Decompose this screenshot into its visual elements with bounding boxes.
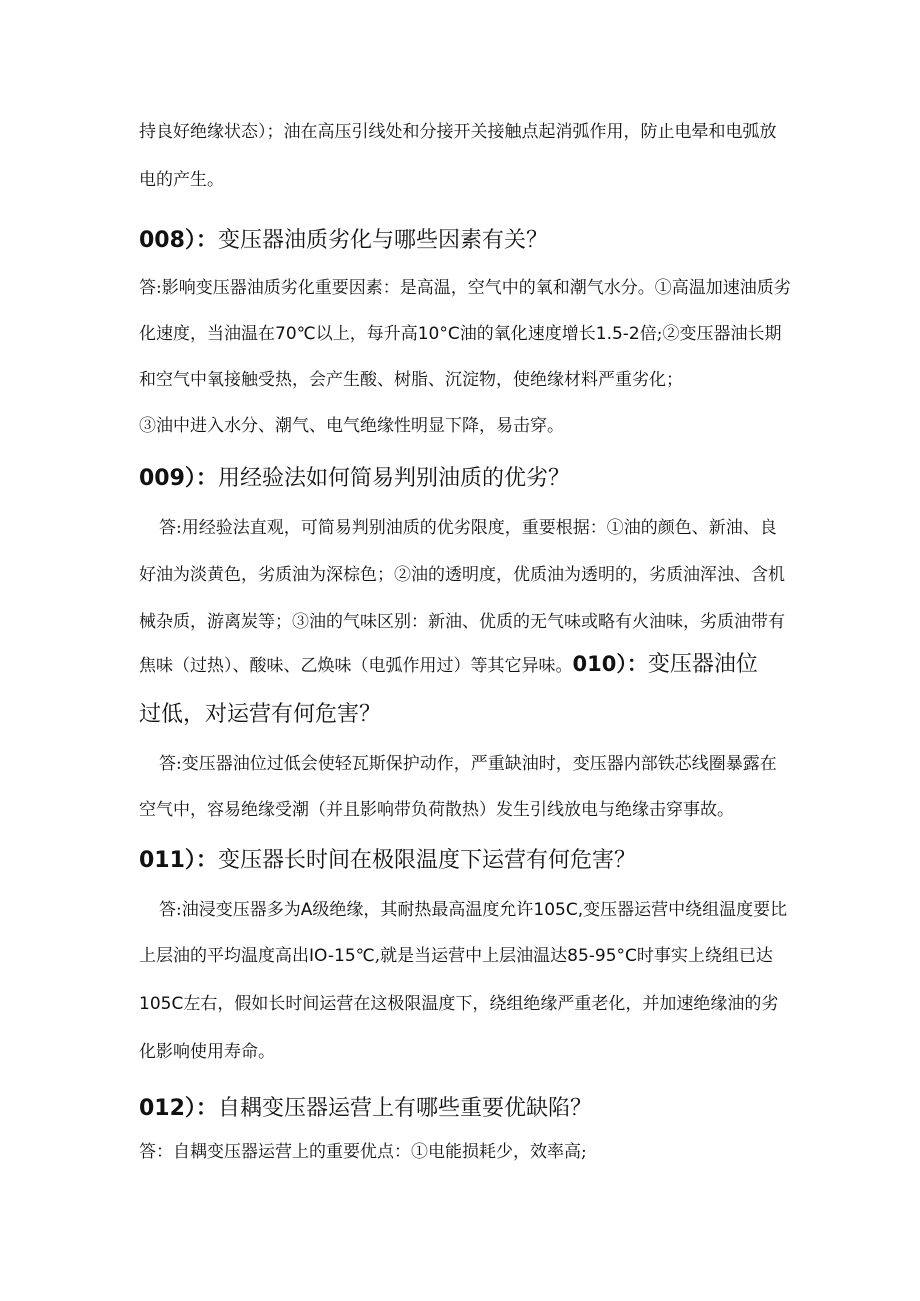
q008-title: 变压器油质劣化与哪些因素有关？	[217, 228, 548, 253]
q008-a2-text-2: 以上，每升高	[315, 324, 418, 344]
q008-a2-text-3: 油的氧化速度增长	[459, 324, 596, 344]
q012-number: 012）：	[139, 1096, 218, 1121]
q012-title: 自耦变压器运营上有哪些重要优缺陷？	[217, 1096, 592, 1121]
q011-title: 变压器长时间在极限温度下运营有何危害？	[217, 848, 636, 873]
q010-title-part-2: 过低，对运营有何危害？	[139, 702, 382, 727]
q011-a2-text-1: 上层油的平均温度高出	[139, 946, 309, 966]
q011-a2-text-3: 时事实上绕组已达	[636, 946, 773, 966]
q008-answer-line-3: 和空气中氧接触受热，会产生酸、树脂、沉淀物，使绝缘材料严重劣化；	[139, 370, 683, 390]
q011-answer-line-1	[159, 898, 787, 922]
q008-number: 008）：	[139, 228, 218, 253]
q012-heading	[139, 1094, 592, 1124]
q008-a2-value-1: 70℃	[275, 324, 316, 344]
q008-answer-line-1: 答:影响变压器油质劣化重要因素：是高温，空气中的氧和潮气水分。①高温加速油质劣	[139, 278, 791, 298]
q009-answer-line-1: 答:用经验法直观，可简易判别油质的优劣限度，重要根据：①油的颜色、新油、良	[159, 518, 777, 538]
intro-line-2: 电的产生。	[139, 170, 224, 190]
q011-answer-line-3	[139, 992, 778, 1016]
q010-title-part-1: 变压器油位	[647, 652, 758, 677]
q009-answer-line-2: 好油为淡黄色，劣质油为深棕色；②油的透明度，优质油为透明的，劣质油浑浊、含机	[139, 565, 785, 585]
intro-line-1: 持良好绝缘状态）；油在高压引线处和分接开关接触点起消弧作用，防止电晕和电弧放	[139, 122, 777, 142]
q011-answer-line-4: 化影响使用寿命。	[139, 1042, 275, 1062]
q011-a1-value-1: A	[300, 900, 313, 920]
q009-heading	[139, 464, 570, 494]
q008-a2-value-2: 10°C	[417, 324, 460, 344]
q010-answer-line-2: 空气中，容易绝缘受潮（并且影响带负荷散热）发生引线放电与绝缘击穿事故。	[139, 800, 734, 820]
q008-heading	[139, 226, 548, 256]
q011-heading	[139, 846, 636, 876]
q011-a3-text-1: 左右，假如长时间运营在这极限温度下，绕组绝缘严重老化，并加速绝缘油的劣	[183, 994, 779, 1014]
q011-number: 011）：	[139, 848, 218, 873]
q011-a2-value-1: IO-15℃	[309, 946, 375, 966]
q009-q010-mixed-line	[139, 652, 758, 678]
q011-a3-value-1: 105C	[139, 994, 184, 1014]
q008-answer-line-4: ③油中进入水分、潮气、电气绝缘性明显下降，易击穿。	[139, 416, 564, 436]
q011-answer-line-2	[139, 944, 773, 968]
q011-a1-text-1: 答:油浸变压器多为	[159, 900, 301, 920]
q011-a2-value-2: 85-95°C	[567, 946, 637, 966]
q011-a2-text-2: ,就是当运营中上层油温达	[374, 946, 568, 966]
q008-answer-line-2	[139, 322, 781, 346]
q010-answer-line-1: 答:变压器油位过低会使轻瓦斯保护动作，严重缺油时，变压器内部铁芯线圈暴露在	[159, 754, 777, 774]
q011-a1-value-2: 105C,	[533, 900, 584, 920]
q011-a1-text-3: 变压器运营中绕组温度要比	[583, 900, 788, 920]
q008-a2-text-1: 化速度，当油温在	[139, 324, 275, 344]
q009-title: 用经验法如何简易判别油质的优劣？	[217, 466, 570, 491]
q009-answer-line-3: 械杂质，游离炭等；③油的气味区别：新油、优质的无气味或略有火油味，劣质油带有	[139, 612, 785, 632]
q008-a2-text-4: 倍;②变压器油长期	[639, 324, 782, 344]
q009-number: 009）：	[139, 466, 218, 491]
q008-a2-value-3: 1.5-2	[595, 324, 640, 344]
q009-answer-line-4: 焦味（过热）、酸味、乙焕味（电弧作用过）等其它异味。	[139, 656, 573, 676]
q012-answer-line-1: 答：自耦变压器运营上的重要优点：①电能损耗少，效率高;	[139, 1142, 587, 1162]
q010-number: 010）：	[572, 652, 648, 676]
q011-a1-text-2: 级绝缘，其耐热最高温度允许	[312, 900, 534, 920]
